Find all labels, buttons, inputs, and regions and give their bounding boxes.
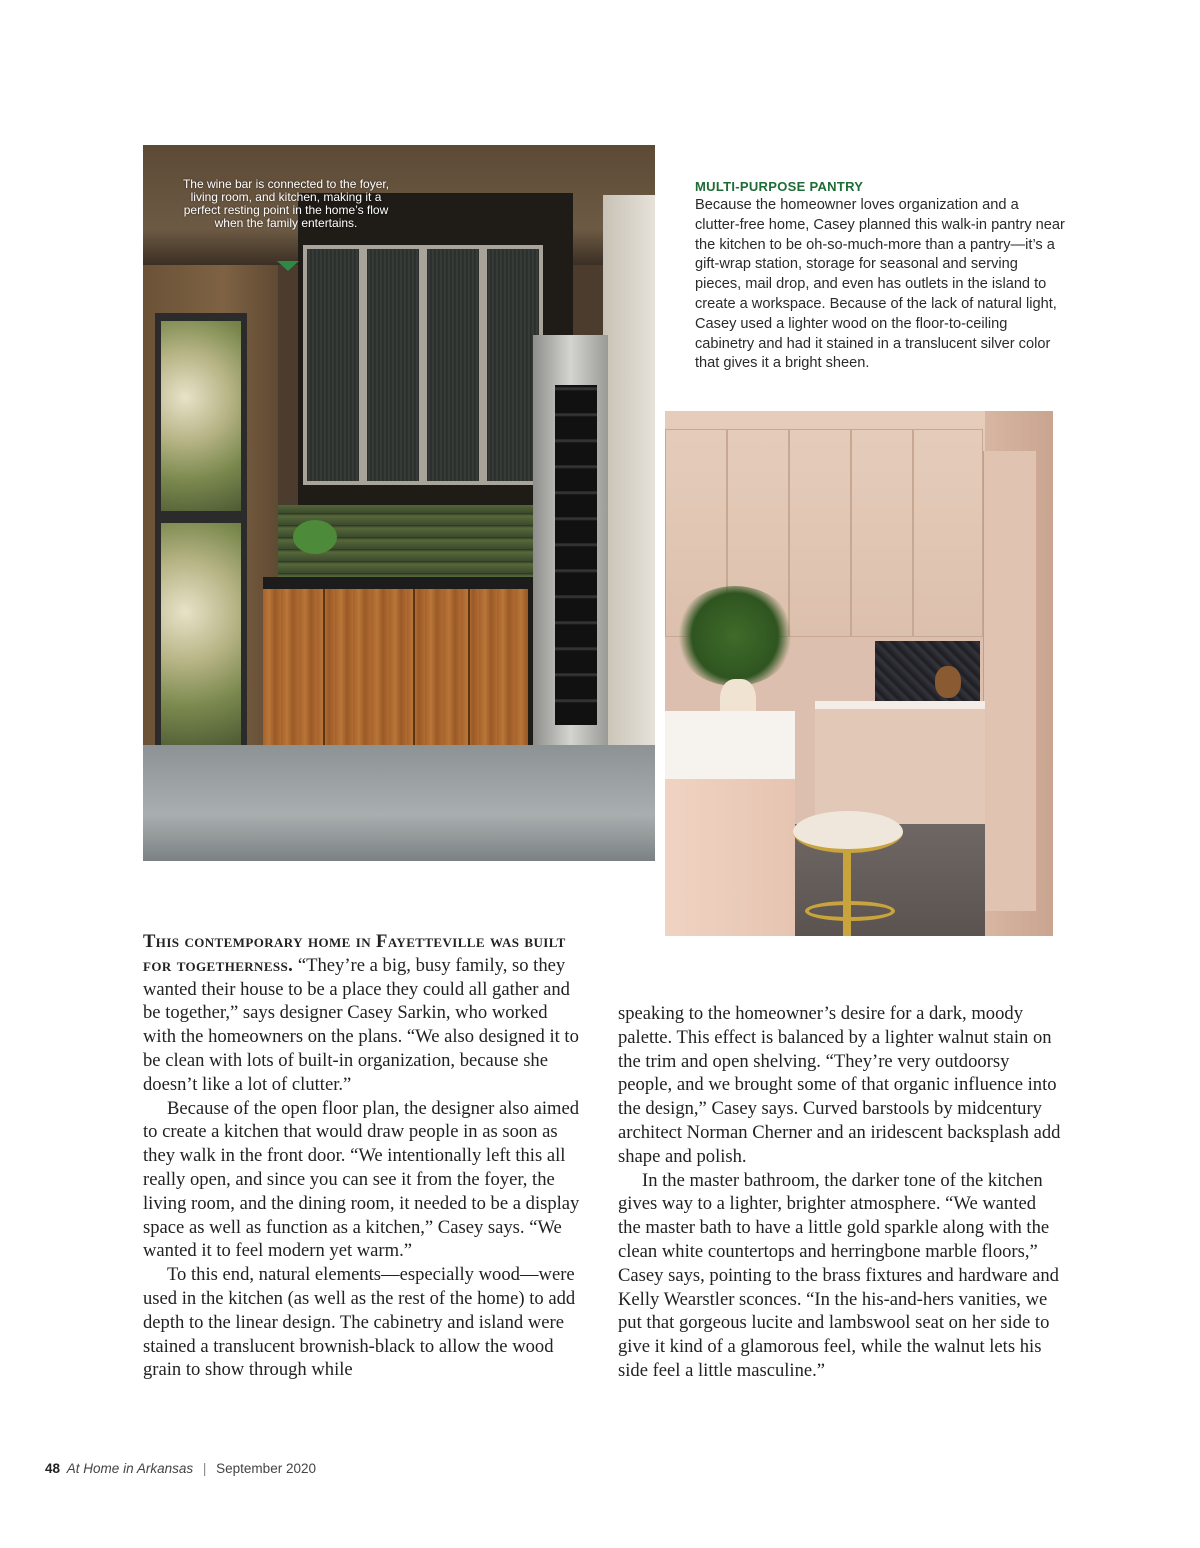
article-paragraph — [143, 930, 583, 1097]
glass-cabinet-door — [303, 245, 363, 485]
glass-cabinet-door — [363, 245, 423, 485]
footer-separator: | — [202, 1461, 207, 1476]
sidebar-heading: MULTI-PURPOSE PANTRY — [695, 179, 864, 194]
page-number: 48 — [45, 1461, 61, 1476]
potted-plant — [293, 520, 337, 554]
caption-arrow-icon — [277, 261, 299, 271]
glass-cabinet-door — [423, 245, 483, 485]
tile-backsplash — [875, 641, 980, 701]
barstool-seat — [793, 811, 903, 853]
back-countertop — [815, 701, 985, 709]
island-countertop — [665, 711, 795, 779]
wine-bar-caption: The wine bar is connected to the foyer, living room, and kitchen, making it a perfect resting point in the home’s flow when the family entertains. — [182, 177, 390, 230]
stool-footrest — [805, 901, 895, 921]
greenery — [675, 586, 795, 686]
wine-fridge — [533, 335, 608, 795]
pantry-photo — [665, 411, 1053, 936]
wine-fridge-glass — [555, 385, 597, 725]
countertop — [263, 577, 553, 589]
page-footer — [45, 1461, 316, 1476]
article-text: “They’re a big, busy family, so they wanted their house to be a place they could all gather and be together,” says designer Casey Sarkin, who worked with the homeowners on the plans. “We also designed it to be clean with lots of built-in organization, because she doesn’t like a lot of clutter.” — [143, 954, 579, 1095]
window — [155, 313, 247, 753]
wooden-bowl — [935, 666, 961, 698]
window-pane-lower — [161, 523, 241, 745]
issue-date: September 2020 — [216, 1461, 316, 1476]
cabinet-door — [851, 429, 913, 637]
tile-floor — [143, 745, 655, 861]
article-paragraph: Because of the open floor plan, the designer also aimed to create a kitchen that would draw people in as soon as they walk in the front door. “We intentionally left this all really open, and since you can see it from the foyer, the living room, and the dining room, it needed to be a display space as well as function as a kitchen,” Casey says. “We wanted it to feel modern yet warm.” — [143, 1097, 580, 1262]
stool-leg — [843, 851, 851, 936]
tall-cabinet — [983, 451, 1036, 911]
lead-in: This contemporary home in Fayetteville was built for togetherness. — [143, 931, 566, 976]
article-column-right — [618, 1002, 1063, 1383]
article-paragraph: In the master bathroom, the darker tone of the kitchen gives way to a lighter, brighter atmosphere. “We wanted the master bath to have a little gold sparkle along with the clean white countertops and herringbone marble floors,” Casey says, pointing to the brass fixtures and hardware and Kelly Wearstler sconces. “In the his-and-hers vanities, we put that gorgeous lucite and lambswool seat on her side to give it kind of a glamorous feel, while the walnut lets his side feel a little masculine.” — [618, 1169, 1059, 1381]
article-paragraph: speaking to the homeowner’s desire for a dark, moody palette. This effect is balanced by a lighter walnut stain on the trim and open shelving. “They’re very outdoorsy people, and we brought some of that organic influence into the design,” Casey says. Curved barstools by midcentury architect Norman Cherner and an iridescent backsplash add shape and polish. — [618, 1003, 1061, 1167]
lower-cabinets — [815, 709, 985, 824]
article-paragraph: To this end, natural elements—especially wood—were used in the kitchen (as well as the rest of the home) to add depth to the linear design. The cabinetry and island were stained a translucent brownish-black to allow the wood grain to show through while — [143, 1264, 576, 1381]
magazine-name: At Home in Arkansas — [66, 1461, 194, 1476]
article-column-left — [143, 930, 583, 1382]
window-pane-upper — [161, 321, 241, 511]
wine-bar-photo — [143, 145, 655, 861]
sidebar-body: Because the homeowner loves organization and a clutter-free home, Casey planned this walk-in pantry near the kitchen to be oh-so-much-more than a pantry—it’s a gift-wrap station, storage for seasonal and serving pieces, mail drop, and even has outlets in the island to create a workspace. Because of the lack of natural light, Casey used a lighter wood on the floor-to-ceiling cabinetry and had it stained in a translucent silver color that gives it a bright sheen. — [695, 197, 1065, 372]
cabinet-door — [789, 429, 851, 637]
island — [665, 779, 795, 936]
cabinet-door — [913, 429, 983, 637]
